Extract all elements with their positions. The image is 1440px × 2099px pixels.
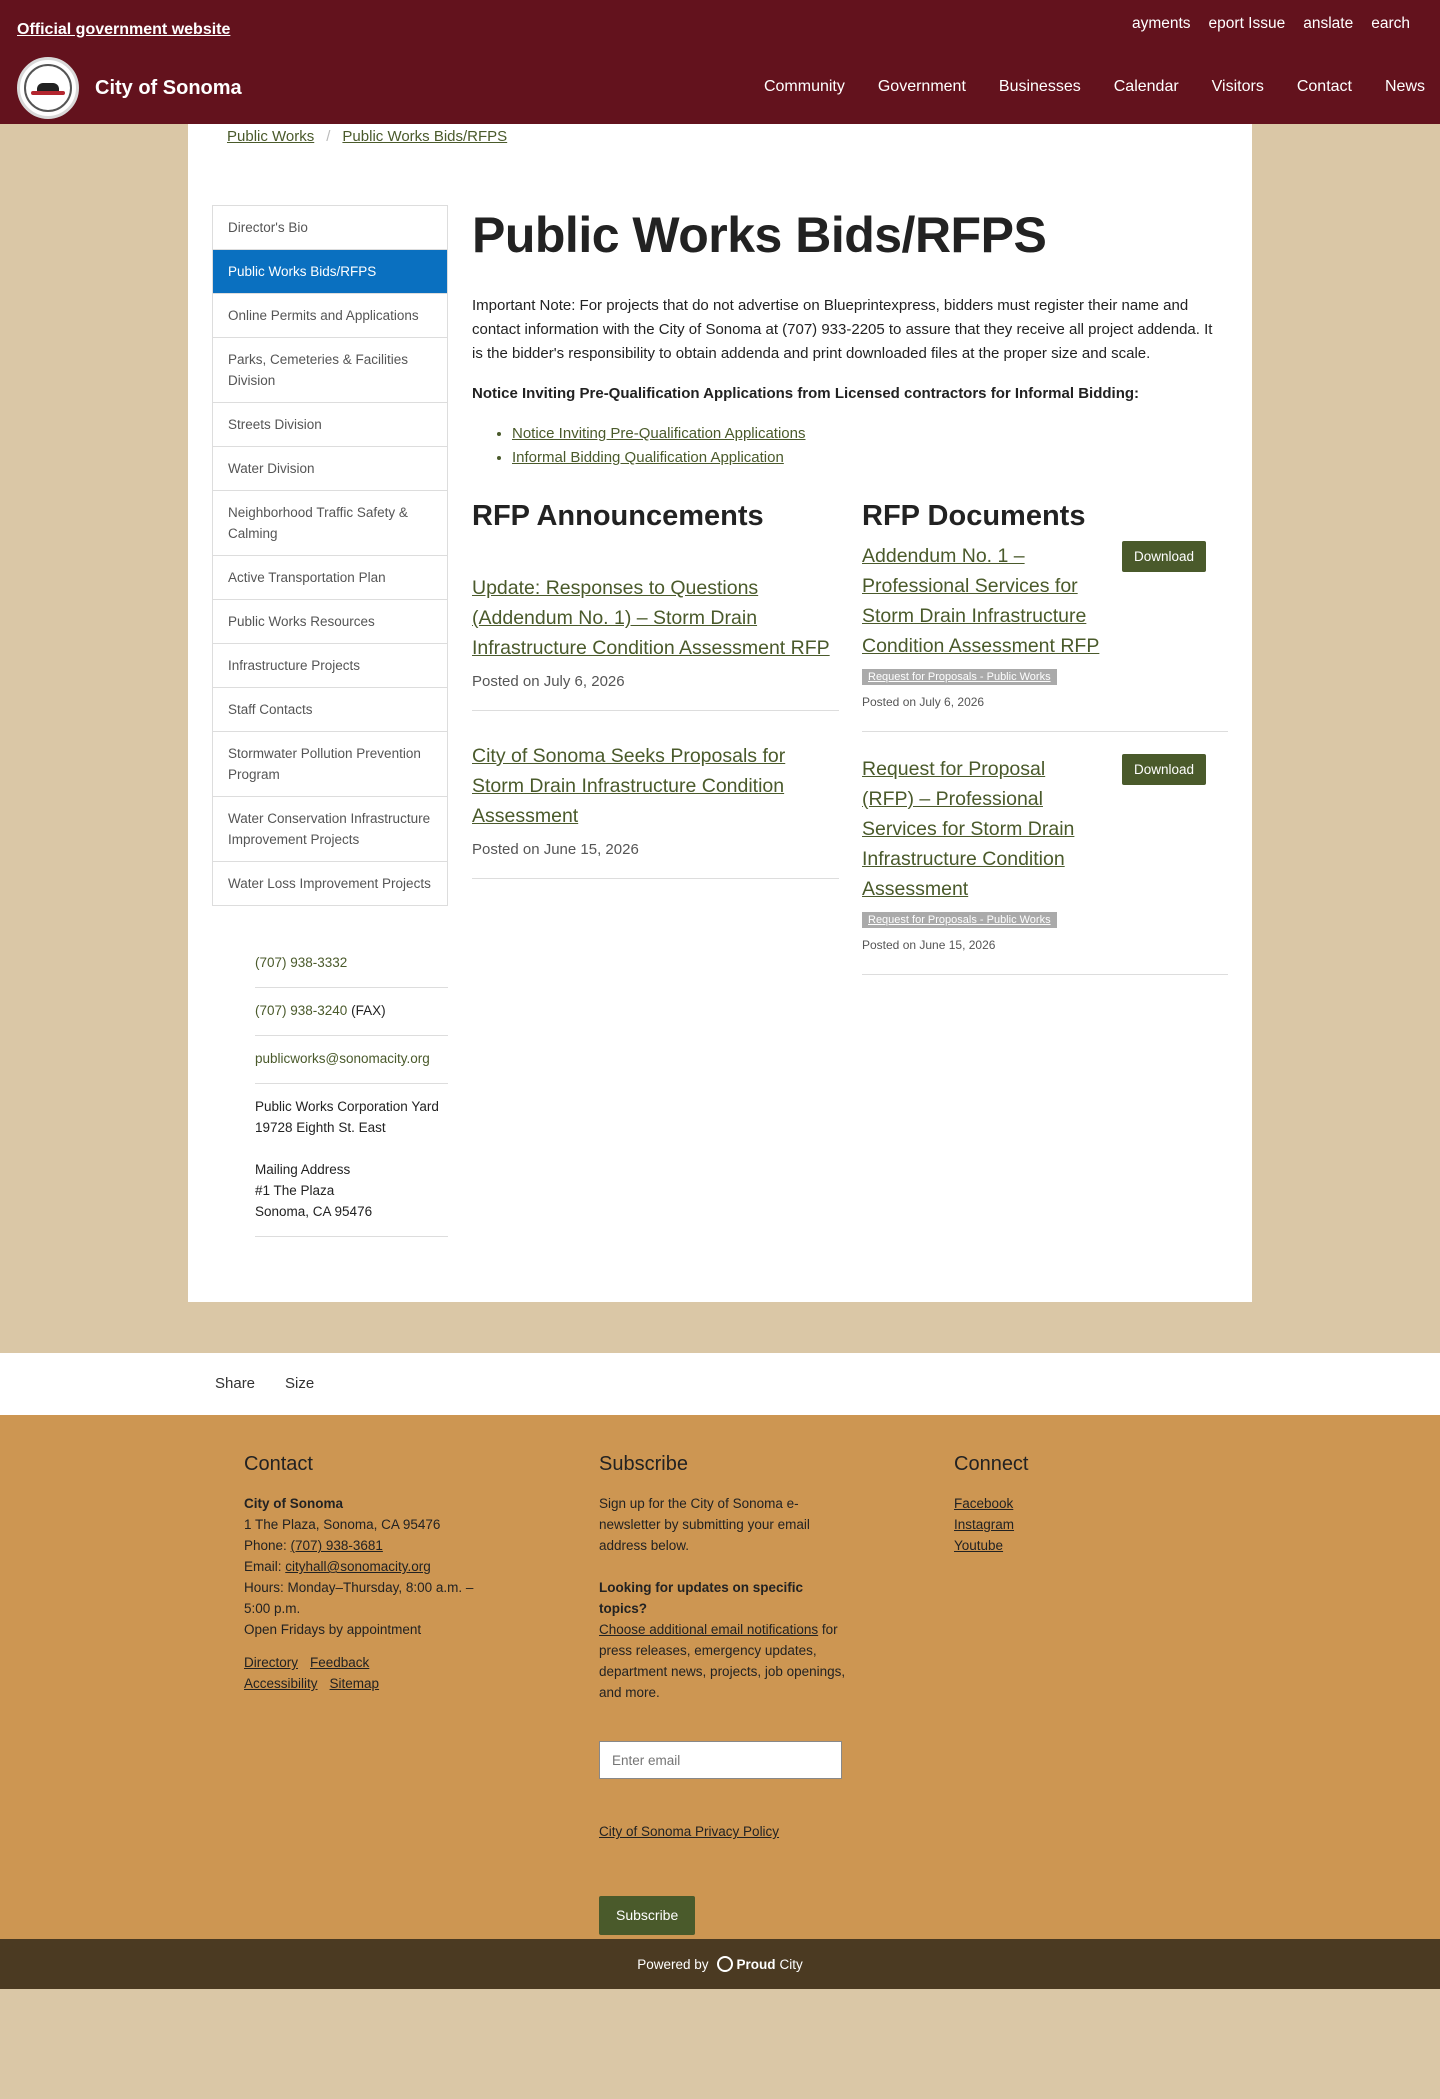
facebook-link[interactable]: Facebook	[954, 1496, 1014, 1511]
sidebar-item-staff-contacts[interactable]: Staff Contacts	[213, 687, 447, 731]
contact-fax-label: (FAX)	[351, 1003, 386, 1018]
yard-name: Public Works Corporation Yard	[255, 1099, 439, 1114]
rfp-documents	[862, 497, 1228, 975]
sidebar-item-bids-rfps[interactable]: Public Works Bids/RFPS	[213, 249, 447, 293]
proudcity-brand-light: City	[779, 1956, 803, 1972]
document-item	[862, 754, 1228, 975]
instagram-link[interactable]: Instagram	[954, 1517, 1015, 1532]
footer-contact-heading: Contact	[244, 1453, 313, 1475]
footer-contact	[244, 1451, 484, 1694]
sidebar-item-resources[interactable]: Public Works Resources	[213, 599, 447, 643]
mailing-line-1: #1 The Plaza	[255, 1183, 335, 1198]
official-government-website-link[interactable]: Official government website	[17, 21, 231, 38]
share-button[interactable]: Share	[215, 1375, 256, 1392]
footer-sitemap-link[interactable]: Sitemap	[329, 1676, 380, 1691]
sidebar-item-traffic-safety[interactable]: Neighborhood Traffic Safety & Calming	[213, 490, 447, 555]
sidebar-item-water-loss[interactable]: Water Loss Improvement Projects	[213, 861, 447, 905]
contact-fax-row	[255, 988, 448, 1036]
proudcity-logo[interactable]	[717, 1956, 803, 1972]
document-category-tag[interactable]: Request for Proposals - Public Works	[862, 912, 1057, 928]
site-name[interactable]: City of Sonoma	[95, 76, 242, 99]
footer-directory-link[interactable]: Directory	[244, 1655, 299, 1670]
nav-calendar[interactable]: Calendar	[1113, 78, 1179, 95]
sidebar-item-water[interactable]: Water Division	[213, 446, 447, 490]
subscribe-button[interactable]: Subscribe	[599, 1896, 695, 1935]
informal-bidding-application-link[interactable]: Informal Bidding Qualification Application	[512, 449, 784, 466]
sidebar-item-online-permits[interactable]: Online Permits and Applications	[213, 293, 447, 337]
breadcrumb	[227, 128, 507, 145]
notice-links	[472, 422, 1252, 470]
nav-visitors[interactable]: Visitors	[1211, 78, 1264, 95]
topics-link[interactable]: Choose additional email notifications	[599, 1622, 819, 1637]
nav-contact[interactable]: Contact	[1296, 78, 1352, 95]
footer-connect	[954, 1451, 1154, 1556]
footer-email-label: Email:	[244, 1559, 286, 1574]
mailing-label: Mailing Address	[255, 1162, 351, 1177]
utility-nav-translate[interactable]: anslate	[1303, 15, 1354, 32]
proudcity-brand-bold: Proud	[736, 1956, 776, 1972]
sidebar-item-infrastructure[interactable]: Infrastructure Projects	[213, 643, 447, 687]
breadcrumb-public-works[interactable]: Public Works	[227, 128, 315, 145]
sidebar-item-parks-cemeteries[interactable]: Parks, Cemeteries & Facilities Division	[213, 337, 447, 402]
sidebar-item-active-transportation[interactable]: Active Transportation Plan	[213, 555, 447, 599]
footer-hours: Hours: Monday–Thursday, 8:00 a.m. – 5:00 p.m.	[244, 1580, 474, 1616]
sidebar-item-water-conservation[interactable]: Water Conservation Infrastructure Improvement Projects	[213, 796, 447, 861]
announcement-date: Posted on July 6, 2026	[472, 673, 625, 690]
footer-org-name: City of Sonoma	[244, 1496, 344, 1511]
contact-email-row	[255, 1036, 448, 1084]
utility-nav	[1132, 15, 1410, 33]
footer-links-row	[244, 1652, 484, 1673]
topics-text-block	[599, 1619, 849, 1703]
proudcity-flag-icon	[717, 1956, 733, 1972]
nav-community[interactable]: Community	[763, 78, 845, 95]
document-title-link[interactable]: Request for Proposal (RFP) – Professional Services for Storm Drain Infrastructure Condition Assessment	[862, 758, 1075, 900]
footer-fridays: Open Fridays by appointment	[244, 1622, 422, 1637]
section-sidebar	[212, 205, 448, 906]
document-date: Posted on July 6, 2026	[862, 695, 985, 709]
breadcrumb-bids-rfps[interactable]: Public Works Bids/RFPS	[342, 128, 508, 145]
nav-businesses[interactable]: Businesses	[998, 78, 1081, 95]
list-item	[512, 446, 1252, 470]
yard-street: 19728 Eighth St. East	[255, 1120, 386, 1135]
site-footer	[0, 1415, 1440, 1939]
nav-government[interactable]: Government	[877, 78, 966, 95]
mailing-line-2: Sonoma, CA 95476	[255, 1204, 373, 1219]
sidebar-item-streets[interactable]: Streets Division	[213, 402, 447, 446]
footer-email-link[interactable]: cityhall@sonomacity.org	[285, 1559, 431, 1574]
contact-phone-link[interactable]: (707) 938-3332	[255, 955, 348, 970]
topics-text: for press releases, emergency updates, department news, projects, job openings, and more.	[599, 1622, 846, 1700]
text-size-button[interactable]: Size	[285, 1375, 315, 1392]
announcement-title-link[interactable]: Update: Responses to Questions (Addendum No. 1) – Storm Drain Infrastructure Condition Assessment RFP	[472, 577, 830, 659]
sidebar-item-directors-bio[interactable]: Director's Bio	[228, 220, 308, 235]
footer-email-line	[244, 1556, 484, 1577]
footer-accessibility-link[interactable]: Accessibility	[244, 1676, 318, 1691]
content-card	[188, 124, 1252, 1302]
utility-nav-payments[interactable]: ayments	[1131, 15, 1191, 32]
utility-nav-report-issue[interactable]: eport Issue	[1208, 15, 1286, 32]
department-contacts	[255, 940, 448, 1237]
main-nav	[764, 78, 1425, 96]
powered-by-bar	[0, 1939, 1440, 1989]
document-category-tag[interactable]: Request for Proposals - Public Works	[862, 669, 1057, 685]
list-item	[512, 422, 1252, 446]
rfp-announcements	[472, 497, 839, 879]
contact-fax-link[interactable]: (707) 938-3240	[255, 1003, 348, 1018]
notice-pre-qualification-link[interactable]: Notice Inviting Pre-Qualification Applications	[512, 425, 806, 442]
subscribe-intro: Sign up for the City of Sonoma e-newsletter by submitting your email address below.	[599, 1496, 810, 1553]
site-header	[0, 0, 1440, 124]
nav-news[interactable]: News	[1384, 78, 1425, 95]
main-content	[472, 204, 1252, 470]
footer-phone-label: Phone:	[244, 1538, 291, 1553]
contact-address	[255, 1084, 448, 1237]
contact-phone-row	[255, 940, 448, 988]
notice-heading: Notice Inviting Pre-Qualification Applications from Licensed contractors for Informal Bidding:	[472, 385, 1140, 402]
download-button[interactable]: Download	[1122, 541, 1206, 572]
site-brand[interactable]	[17, 57, 242, 119]
share-bar	[0, 1353, 1440, 1415]
document-date: Posted on June 15, 2026	[862, 938, 996, 952]
footer-links-row	[244, 1673, 484, 1694]
announcement-item	[472, 741, 839, 879]
document-title-link[interactable]: Addendum No. 1 – Professional Services for Storm Drain Infrastructure Condition Assessment RFP	[862, 545, 1100, 657]
footer-phone-line	[244, 1535, 484, 1556]
page-title: Public Works Bids/RFPS	[472, 207, 1047, 263]
footer-subscribe	[599, 1451, 849, 1935]
utility-nav-search[interactable]: earch	[1371, 15, 1410, 32]
footer-phone-link[interactable]: (707) 938-3681	[290, 1538, 383, 1553]
topics-heading: Looking for updates on specific topics?	[599, 1580, 804, 1616]
important-note: Important Note: For projects that do not advertise on Blueprintexpress, bidders must register their name and contact information with the City of Sonoma at (707) 933-2205 to assure that they receive all project addenda. It is the bidder's responsibility to obtain addenda and print downloaded files at the proper size and scale.	[472, 297, 1213, 362]
document-item	[862, 541, 1228, 732]
city-seal-logo	[17, 57, 79, 119]
announcements-heading: RFP Announcements	[472, 500, 764, 532]
footer-address: 1 The Plaza, Sonoma, CA 95476	[244, 1517, 441, 1532]
contact-email-link[interactable]: publicworks@sonomacity.org	[255, 1051, 430, 1066]
announcement-item	[472, 573, 839, 711]
announcement-title-link[interactable]: City of Sonoma Seeks Proposals for Storm Drain Infrastructure Condition Assessment	[472, 745, 786, 827]
download-button[interactable]: Download	[1122, 754, 1206, 785]
sidebar-item-stormwater[interactable]: Stormwater Pollution Prevention Program	[213, 731, 447, 796]
youtube-link[interactable]: Youtube	[954, 1538, 1004, 1553]
subscribe-email-input[interactable]	[599, 1741, 842, 1779]
privacy-policy-link[interactable]: City of Sonoma Privacy Policy	[599, 1824, 780, 1839]
footer-feedback-link[interactable]: Feedback	[310, 1655, 370, 1670]
documents-heading: RFP Documents	[862, 500, 1086, 532]
powered-by-label: Powered by	[637, 1956, 709, 1972]
announcement-date: Posted on June 15, 2026	[472, 841, 639, 858]
footer-connect-heading: Connect	[954, 1453, 1029, 1475]
footer-subscribe-heading: Subscribe	[599, 1453, 688, 1475]
breadcrumb-separator: /	[326, 128, 331, 145]
